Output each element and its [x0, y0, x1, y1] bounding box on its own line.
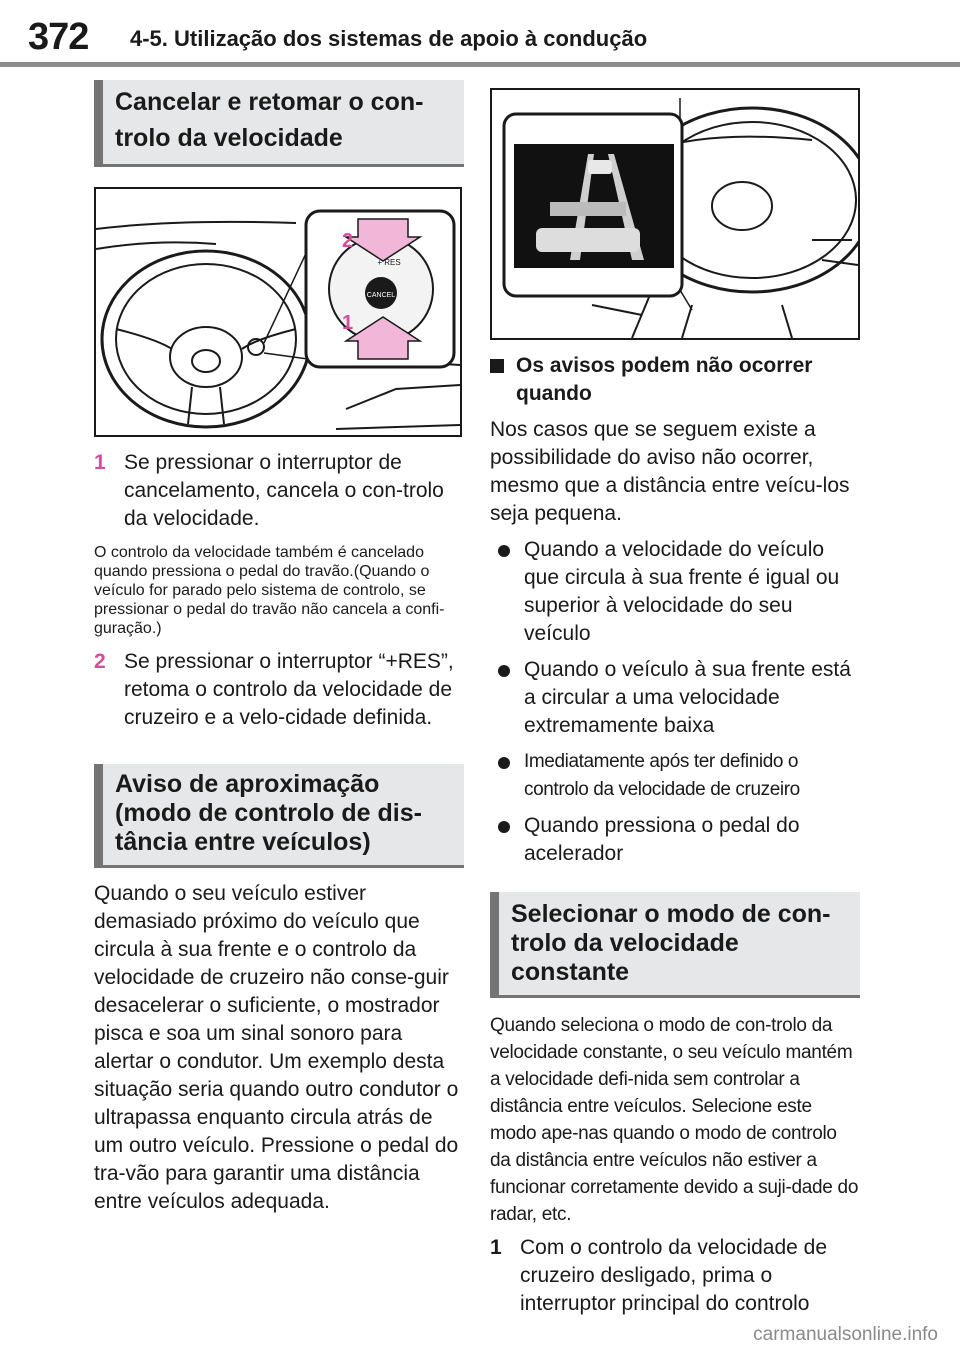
list-item-text: Quando o veículo à sua frente está a circular a uma velocidade extremamente baixa — [524, 658, 851, 737]
step-2 — [94, 648, 464, 732]
constant-speed-text: Quando seleciona o modo de con-trolo da velocidade constante, o seu veículo mantém a velocidade defi-nida sem controlar a distância entre veículos. Selecione este modo ape-nas quando o modo de controlo da distância entre veículos não estiver a funcionar corretamente devido a suji-dade do radar, etc. — [490, 1015, 859, 1225]
list-item-text: Imediatamente após ter definido o controlo da velocidade de cruzeiro — [524, 751, 800, 800]
step-2-number: 2 — [94, 650, 106, 673]
step-1 — [94, 449, 464, 533]
right-column — [490, 88, 860, 1318]
bullet-icon — [498, 821, 510, 833]
watermark: carmanualsonline.info — [753, 1324, 938, 1345]
warnings-intro-text: Nos casos que se seguem existe a possibilidade do aviso não ocorrer, mesmo que a distância entre veícu-los seja pequena. — [490, 418, 850, 525]
constant-speed-step-1-text: Com o controlo da velocidade de cruzeiro desligado, prima o interruptor principal do controlo — [520, 1236, 828, 1315]
list-item — [490, 536, 860, 648]
approach-warning-text: Quando o seu veículo estiver demasiado próximo do veículo que circula à sua frente e o controlo da velocidade de cruzeiro não conse-guir desacelerar o suficiente, o mostrador pisca e soa um sinal sonoro para alertar o condutor. Um exemplo desta situação seria quando outro condutor o ultrapassa enquanto circula atrás de um outro veículo. Pressione o pedal do tra-vão para garantir uma distância entre veículos adequada. — [94, 882, 459, 1213]
constant-speed-step-1 — [490, 1234, 860, 1318]
display-warning-figure — [490, 88, 860, 340]
list-item-text: Quando pressiona o pedal do acelerador — [524, 814, 800, 865]
list-item — [490, 656, 860, 740]
header-rule — [0, 62, 960, 67]
step-1-number: 1 — [94, 451, 106, 474]
square-bullet-icon — [490, 359, 504, 373]
page-number: 372 — [28, 16, 89, 58]
res-switch-label: + RES — [377, 258, 401, 267]
heading-cancel-resume: Cancelar e retomar o con-trolo da velocidade — [94, 80, 464, 167]
heading-approach-warning: Aviso de aproximação (modo de controlo de dis-tância entre veículos) — [94, 764, 464, 868]
subhead-text: Os avisos podem não ocorrer quando — [516, 354, 813, 405]
warning-conditions-list — [490, 536, 860, 868]
bullet-icon — [498, 545, 510, 557]
constant-speed-step-1-number: 1 — [490, 1236, 502, 1259]
bullet-icon — [498, 665, 510, 677]
left-column — [94, 80, 464, 1216]
heading-constant-speed-mode: Selecionar o modo de con-trolo da velocidade constante — [490, 892, 860, 998]
steering-wheel-illustration — [96, 189, 460, 435]
display-warning-illustration — [492, 90, 858, 338]
list-item-text: Quando a velocidade do veículo que circula à sua frente é igual ou superior à velocidade do seu veículo — [524, 538, 840, 645]
list-item — [490, 748, 860, 804]
step-2-text: Se pressionar o interruptor “+RES”, retoma o controlo da velocidade de cruzeiro e a velo-cidade definida. — [124, 650, 454, 729]
steering-switch-figure — [94, 187, 462, 437]
bullet-icon — [498, 757, 510, 769]
cancel-switch-label: CANCEL — [366, 292, 396, 299]
step-1-text: Se pressionar o interruptor de cancelamento, cancela o con-trolo da velocidade. — [124, 451, 444, 530]
note-brake: O controlo da velocidade também é cancelado quando pressiona o pedal do travão.(Quando o veículo for parado pelo sistema de controlo, se pressionar o pedal do travão não cancela a confi-guração.) — [94, 544, 445, 637]
list-item — [490, 812, 860, 868]
callout-1: 1 — [342, 312, 354, 334]
section-title: 4-5. Utilização dos sistemas de apoio à condução — [130, 26, 648, 51]
callout-2: 2 — [342, 230, 354, 252]
subhead-warnings-may-not-occur — [490, 352, 860, 408]
